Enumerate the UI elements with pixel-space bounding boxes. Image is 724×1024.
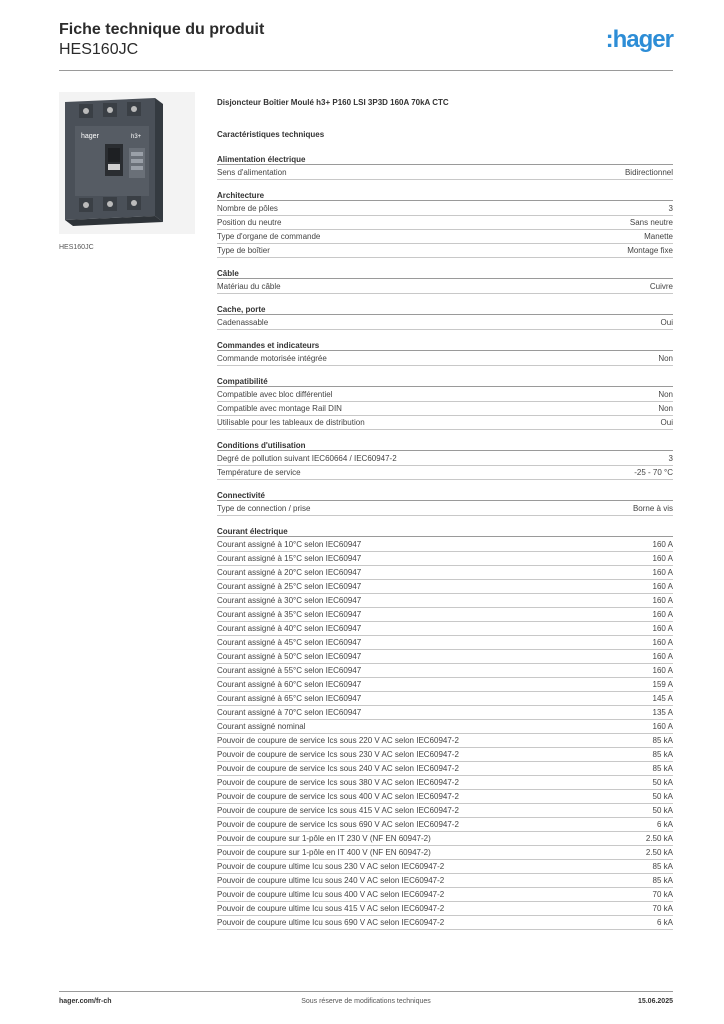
spec-value: 145 A [652,694,673,703]
spec-value: Non [658,390,673,399]
spec-label: Courant assigné à 10°C selon IEC60947 [217,540,362,549]
product-reference: HES160JC [59,41,139,58]
spec-value: 160 A [652,610,673,619]
spec-section [217,268,673,294]
section-title: Câble [217,268,673,279]
spec-value: 160 A [652,540,673,549]
spec-label: Pouvoir de coupure de service Ics sous 380 V AC selon IEC60947-2 [217,778,459,787]
datasheet-content [217,96,673,940]
spec-value: 2.50 kA [645,834,673,843]
spec-row [217,466,673,480]
product-name: Disjoncteur Boîtier Moulé h3+ P160 LSI 3P3D 160A 70kA CTC [217,98,449,107]
spec-value: 3 [668,454,673,463]
spec-value: Manette [644,232,673,241]
spec-value: 50 kA [652,778,673,787]
spec-row [217,888,673,902]
spec-row [217,874,673,888]
spec-label: Température de service [217,468,301,477]
spec-row [217,664,673,678]
spec-row [217,902,673,916]
spec-row [217,776,673,790]
section-title: Commandes et indicateurs [217,340,673,351]
spec-label: Courant assigné à 65°C selon IEC60947 [217,694,362,703]
spec-section [217,340,673,366]
hager-logo: :hager [605,26,673,53]
spec-value: 159 A [652,680,673,689]
product-image [59,92,195,234]
spec-label: Utilisable pour les tableaux de distribution [217,418,365,427]
spec-label: Courant assigné à 70°C selon IEC60947 [217,708,362,717]
spec-row [217,452,673,466]
spec-row [217,608,673,622]
section-title: Compatibilité [217,376,673,387]
spec-label: Pouvoir de coupure sur 1-pôle en IT 230 V (NF EN 60947-2) [217,834,431,843]
spec-section [217,154,673,180]
spec-label: Courant assigné à 15°C selon IEC60947 [217,554,362,563]
spec-value: Non [658,404,673,413]
spec-label: Courant assigné à 20°C selon IEC60947 [217,568,362,577]
spec-label: Type de connection / prise [217,504,311,513]
spec-section [217,376,673,430]
footer-disclaimer: Sous réserve de modifications techniques [301,998,431,1005]
spec-value: Cuivre [649,282,673,291]
header-divider [59,70,673,71]
spec-label: Degré de pollution suivant IEC60664 / IEC60947-2 [217,454,397,463]
spec-value: 2.50 kA [645,848,673,857]
spec-label: Courant assigné à 50°C selon IEC60947 [217,652,362,661]
spec-label: Matériau du câble [217,282,281,291]
spec-label: Pouvoir de coupure ultime Icu sous 415 V AC selon IEC60947-2 [217,904,445,913]
spec-value: Montage fixe [627,246,673,255]
spec-value: 70 kA [652,890,673,899]
spec-value: 160 A [652,582,673,591]
spec-row [217,650,673,664]
spec-row [217,860,673,874]
spec-row [217,230,673,244]
spec-value: Bidirectionnel [624,168,673,177]
spec-value: 85 kA [652,764,673,773]
spec-value: 85 kA [652,736,673,745]
spec-label: Pouvoir de coupure sur 1-pôle en IT 400 V (NF EN 60947-2) [217,848,431,857]
spec-row [217,636,673,650]
spec-label: Courant assigné à 55°C selon IEC60947 [217,666,362,675]
spec-row [217,720,673,734]
spec-row [217,790,673,804]
spec-label: Compatible avec bloc différentiel [217,390,333,399]
footer-date: 15.06.2025 [637,998,673,1005]
footer-divider [59,991,673,992]
spec-row [217,748,673,762]
svg-text:h3+: h3+ [131,134,142,140]
spec-value: Borne à vis [632,504,673,513]
spec-label: Pouvoir de coupure de service Ics sous 240 V AC selon IEC60947-2 [217,764,459,773]
svg-text:hager: hager [81,133,99,140]
spec-value: 85 kA [652,750,673,759]
spec-label: Pouvoir de coupure de service Ics sous 220 V AC selon IEC60947-2 [217,736,459,745]
spec-label: Sens d'alimentation [217,168,287,177]
spec-value: Oui [660,318,673,327]
spec-row [217,580,673,594]
spec-row [217,202,673,216]
spec-section [217,440,673,480]
spec-row [217,216,673,230]
technical-characteristics-heading: Caractéristiques techniques [217,130,325,139]
page-header [59,20,673,68]
spec-label: Cadenassable [217,318,269,327]
spec-row [217,566,673,580]
spec-row [217,594,673,608]
page-title: Fiche technique du produit [59,21,265,38]
spec-label: Pouvoir de coupure ultime Icu sous 400 V AC selon IEC60947-2 [217,890,445,899]
section-title: Architecture [217,190,673,201]
spec-row [217,762,673,776]
spec-value: 6 kA [656,820,673,829]
spec-sections [217,154,673,930]
spec-label: Compatible avec montage Rail DIN [217,404,342,413]
spec-value: 85 kA [652,862,673,871]
spec-section [217,304,673,330]
spec-row [217,734,673,748]
page-footer [59,998,673,1010]
spec-value: 160 A [652,722,673,731]
spec-row [217,706,673,720]
spec-label: Pouvoir de coupure ultime Icu sous 230 V AC selon IEC60947-2 [217,862,445,871]
spec-value: Sans neutre [629,218,673,227]
spec-value: 3 [668,204,673,213]
spec-value: 160 A [652,624,673,633]
spec-value: -25 - 70 °C [634,468,673,477]
spec-label: Pouvoir de coupure ultime Icu sous 240 V AC selon IEC60947-2 [217,876,445,885]
spec-value: 160 A [652,666,673,675]
spec-value: 50 kA [652,806,673,815]
spec-row [217,804,673,818]
spec-row [217,832,673,846]
spec-label: Pouvoir de coupure de service Ics sous 400 V AC selon IEC60947-2 [217,792,459,801]
spec-row [217,552,673,566]
spec-label: Courant assigné nominal [217,722,306,731]
spec-value: 160 A [652,638,673,647]
spec-label: Type de boîtier [217,246,270,255]
spec-row [217,916,673,930]
spec-row [217,846,673,860]
spec-row [217,502,673,516]
spec-row [217,280,673,294]
spec-value: 70 kA [652,904,673,913]
footer-website: hager.com/fr-ch [59,998,112,1005]
spec-section [217,526,673,930]
spec-value: 160 A [652,652,673,661]
spec-value: 50 kA [652,792,673,801]
spec-row [217,166,673,180]
spec-row [217,402,673,416]
spec-value: 135 A [652,708,673,717]
spec-row [217,538,673,552]
section-title: Cache, porte [217,304,673,315]
spec-section [217,190,673,258]
section-title: Courant électrique [217,526,673,537]
spec-label: Nombre de pôles [217,204,278,213]
spec-label: Courant assigné à 30°C selon IEC60947 [217,596,362,605]
section-title: Connectivité [217,490,673,501]
spec-row [217,352,673,366]
spec-section [217,490,673,516]
spec-label: Courant assigné à 60°C selon IEC60947 [217,680,362,689]
spec-label: Commande motorisée intégrée [217,354,327,363]
spec-row [217,388,673,402]
spec-value: Oui [660,418,673,427]
spec-label: Courant assigné à 35°C selon IEC60947 [217,610,362,619]
spec-label: Pouvoir de coupure de service Ics sous 690 V AC selon IEC60947-2 [217,820,459,829]
image-caption: HES160JC [59,244,94,251]
spec-value: 6 kA [656,918,673,927]
spec-value: Non [658,354,673,363]
spec-row [217,818,673,832]
spec-label: Pouvoir de coupure ultime Icu sous 690 V AC selon IEC60947-2 [217,918,445,927]
spec-label: Position du neutre [217,218,282,227]
spec-label: Type d'organe de commande [217,232,321,241]
spec-value: 160 A [652,568,673,577]
spec-label: Pouvoir de coupure de service Ics sous 415 V AC selon IEC60947-2 [217,806,459,815]
spec-value: 160 A [652,554,673,563]
spec-label: Courant assigné à 45°C selon IEC60947 [217,638,362,647]
section-title: Conditions d'utilisation [217,440,673,451]
spec-row [217,244,673,258]
spec-row [217,692,673,706]
spec-row [217,622,673,636]
spec-value: 160 A [652,596,673,605]
section-title: Alimentation électrique [217,154,673,165]
spec-label: Courant assigné à 25°C selon IEC60947 [217,582,362,591]
spec-row [217,678,673,692]
spec-label: Pouvoir de coupure de service Ics sous 230 V AC selon IEC60947-2 [217,750,459,759]
spec-row [217,316,673,330]
spec-value: 85 kA [652,876,673,885]
spec-label: Courant assigné à 40°C selon IEC60947 [217,624,362,633]
spec-row [217,416,673,430]
